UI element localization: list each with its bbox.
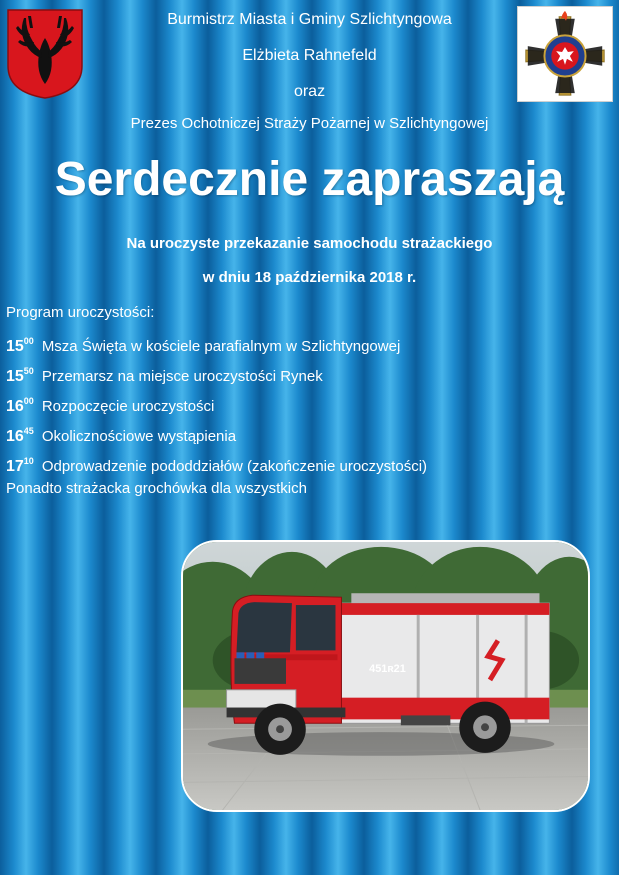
program-minute: 00 [23, 396, 34, 406]
truck-number: 451ʀ21 [369, 663, 406, 676]
program-item [6, 390, 427, 420]
program-hour: 15 [6, 368, 24, 385]
program-item [6, 420, 427, 450]
program-text: Odprowadzenie pododdziałów (zakończenie uroczystości) [41, 458, 428, 475]
program-hour: 16 [6, 398, 24, 415]
program-item [6, 360, 427, 390]
program-minute: 50 [23, 366, 34, 376]
program-text: Okolicznościowe wystąpienia [41, 428, 237, 445]
program-text: Msza Święta w kościele parafialnym w Szlichtyngowej [41, 338, 401, 355]
program-item [6, 450, 427, 480]
program-hour: 17 [6, 458, 24, 475]
program-item [6, 330, 427, 360]
program-minute: 10 [23, 456, 34, 466]
program-list [6, 330, 427, 480]
program-hour: 16 [6, 428, 24, 445]
header-line-3: oraz [293, 83, 326, 100]
program-hour: 15 [6, 338, 24, 355]
fire-truck-photo [181, 540, 590, 812]
program-text: Przemarsz na miejsce uroczystości Rynek [41, 368, 323, 385]
program-extra: Ponadto strażacka grochówka dla wszystkich [6, 480, 307, 497]
header-line-1: Burmistrz Miasta i Gminy Szlichtyngowa [167, 11, 452, 28]
program-minute: 45 [23, 426, 34, 436]
header-line-2: Elżbieta Rahnefeld [242, 47, 377, 64]
header-line-4: Prezes Ochotniczej Straży Pożarnej w Szlichtyngowej [130, 115, 489, 132]
page-title: Serdecznie zapraszają [54, 153, 565, 206]
subtitle-line-2: w dniu 18 października 2018 r. [202, 269, 417, 286]
subtitle-line-1: Na uroczyste przekazanie samochodu strażackiego [126, 235, 493, 252]
program-text: Rozpoczęcie uroczystości [41, 398, 215, 415]
program-title: Program uroczystości: [6, 304, 155, 321]
program-minute: 00 [23, 336, 34, 346]
